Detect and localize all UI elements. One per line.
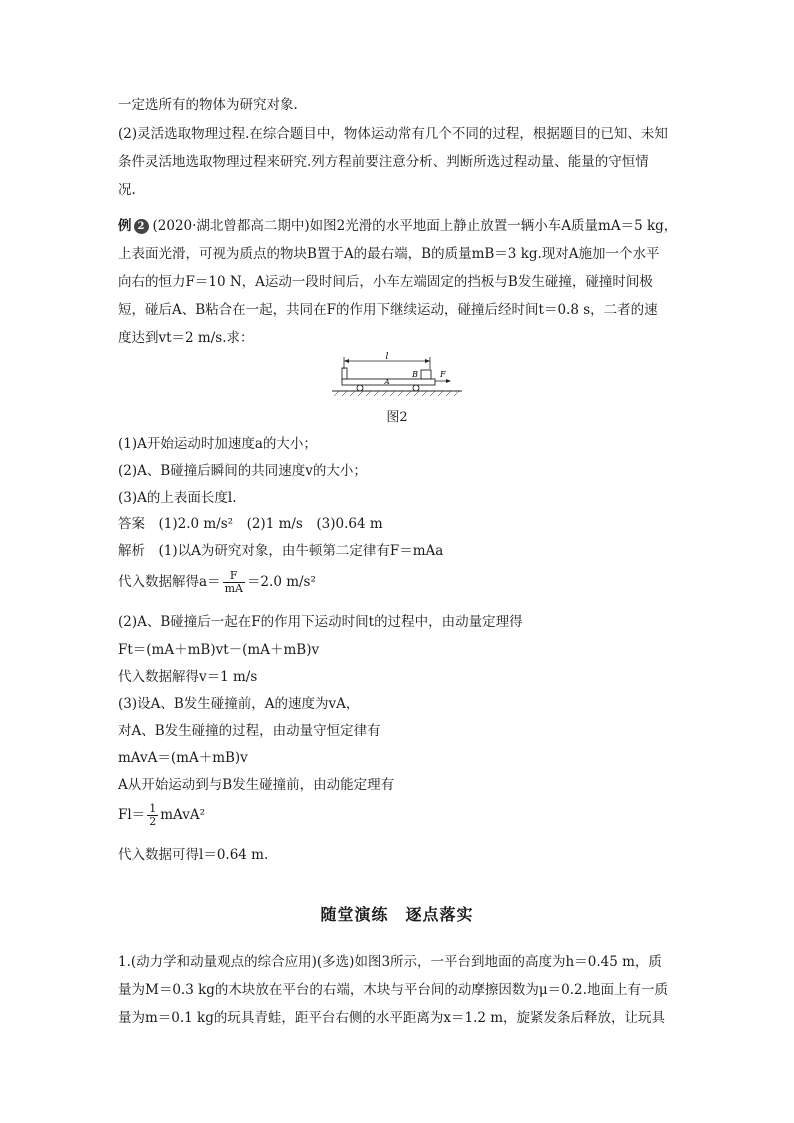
arrow-head-left <box>344 359 349 363</box>
solution-line <box>118 800 683 830</box>
label-b: B <box>412 370 418 379</box>
wheel-left <box>357 385 363 391</box>
solution-line: (2)A、B碰撞后一起在F的作用下运动时间t的过程中，由动量定理得 <box>118 614 523 630</box>
example-line: 短，碰后A、B粘合在一起，共同在F的作用下继续运动，碰撞后经时间t＝0.8 s，二者的速 <box>118 302 658 318</box>
fraction <box>147 803 158 828</box>
solution-line: 代入数据解得v＝1 m/s <box>118 669 258 685</box>
solution-line: A从开始运动到与B发生碰撞前，由动能定理有 <box>118 777 395 793</box>
example-line <box>118 216 683 236</box>
exercise-line: 1.(动力学和动量观点的综合应用)(多选)如图3所示，一平台到地面的高度为h＝0.45 m，质 <box>118 954 662 970</box>
solution-line: 代入数据可得l＝0.64 m. <box>118 847 269 863</box>
solution-text: mAvA² <box>160 807 205 823</box>
example-text: (2020·湖北曾都高二期中)如图2光滑的水平地面上静止放置一辆小车A质量mA＝5 kg， <box>152 218 678 234</box>
cart-figure <box>330 352 465 400</box>
wheel-right <box>413 385 419 391</box>
question-line: (2)A、B碰撞后瞬间的共同速度v的大小； <box>118 463 367 479</box>
figure-caption: 图2 <box>386 410 408 425</box>
ground-hatching <box>334 391 459 396</box>
example-line: 上表面光滑，可视为质点的物块B置于A的最右端，B的质量mB＝3 kg.现对A施加一个水平 <box>118 246 660 262</box>
solution-line <box>118 568 683 596</box>
fraction-numerator: 1 <box>149 802 157 815</box>
example-line: 度达到vt＝2 m/s.求： <box>118 330 254 346</box>
solution-line: 解析 (1)以A为研究对象，由牛顿第二定律有F＝mAa <box>118 543 444 559</box>
section-title: 随堂演练 逐点落实 <box>320 905 474 924</box>
answer-line: 答案 (1)2.0 m/s² (2)1 m/s (3)0.64 m <box>118 516 383 532</box>
fraction <box>223 570 245 595</box>
paragraph-line: 一定选所有的物体为研究对象. <box>118 97 298 113</box>
example-label: 例 <box>118 218 132 234</box>
cart-baffle <box>342 368 347 379</box>
solution-line: mAvA＝(mA＋mB)v <box>118 750 248 766</box>
exercise-line: 量为m＝0.1 kg的玩具青蛙，距平台右侧的水平距离为x＝1.2 m，旋紧发条后释放，让玩具 <box>118 1010 666 1026</box>
question-line: (1)A开始运动时加速度a的大小； <box>118 436 317 452</box>
example-number-badge: 2 <box>134 219 149 234</box>
exercise-line: 量为M＝0.3 kg的木块放在平台的右端，木块与平台间的动摩擦因数为μ＝0.2.地面上有一质 <box>118 982 668 998</box>
label-a: A <box>384 378 390 386</box>
solution-text: 代入数据解得a＝ <box>118 574 221 590</box>
paragraph-line: 况. <box>118 182 136 198</box>
label-l: l <box>385 352 389 362</box>
solution-text: ＝2.0 m/s² <box>246 574 316 590</box>
example-line: 向右的恒力F＝10 N，A运动一段时间后，小车左端固定的挡板与B发生碰撞，碰撞时间极 <box>118 274 653 290</box>
solution-line: Ft＝(mA＋mB)vt－(mA＋mB)v <box>118 642 320 658</box>
fraction-denominator: 2 <box>149 815 157 828</box>
solution-text: Fl＝ <box>118 807 146 823</box>
question-line: (3)A的上表面长度l. <box>118 490 237 506</box>
solution-line: 对A、B发生碰撞的过程，由动量守恒定律有 <box>118 723 381 739</box>
block-b <box>421 370 431 379</box>
force-arrow-head <box>446 379 451 383</box>
paragraph-line: 条件灵活地选取物理过程来研究.列方程前要注意分析、判断所选过程动量、能量的守恒情 <box>118 154 649 170</box>
label-f: F <box>440 370 446 379</box>
fraction-numerator: F <box>223 570 245 583</box>
paragraph-line: (2)灵活选取物理过程.在综合题目中，物体运动常有几个不同的过程，根据题目的已知、未知 <box>118 126 668 142</box>
arrow-head-right <box>425 359 430 363</box>
fraction-denominator: mA <box>224 582 243 595</box>
solution-line: (3)设A、B发生碰撞前，A的速度为vA， <box>118 696 360 712</box>
